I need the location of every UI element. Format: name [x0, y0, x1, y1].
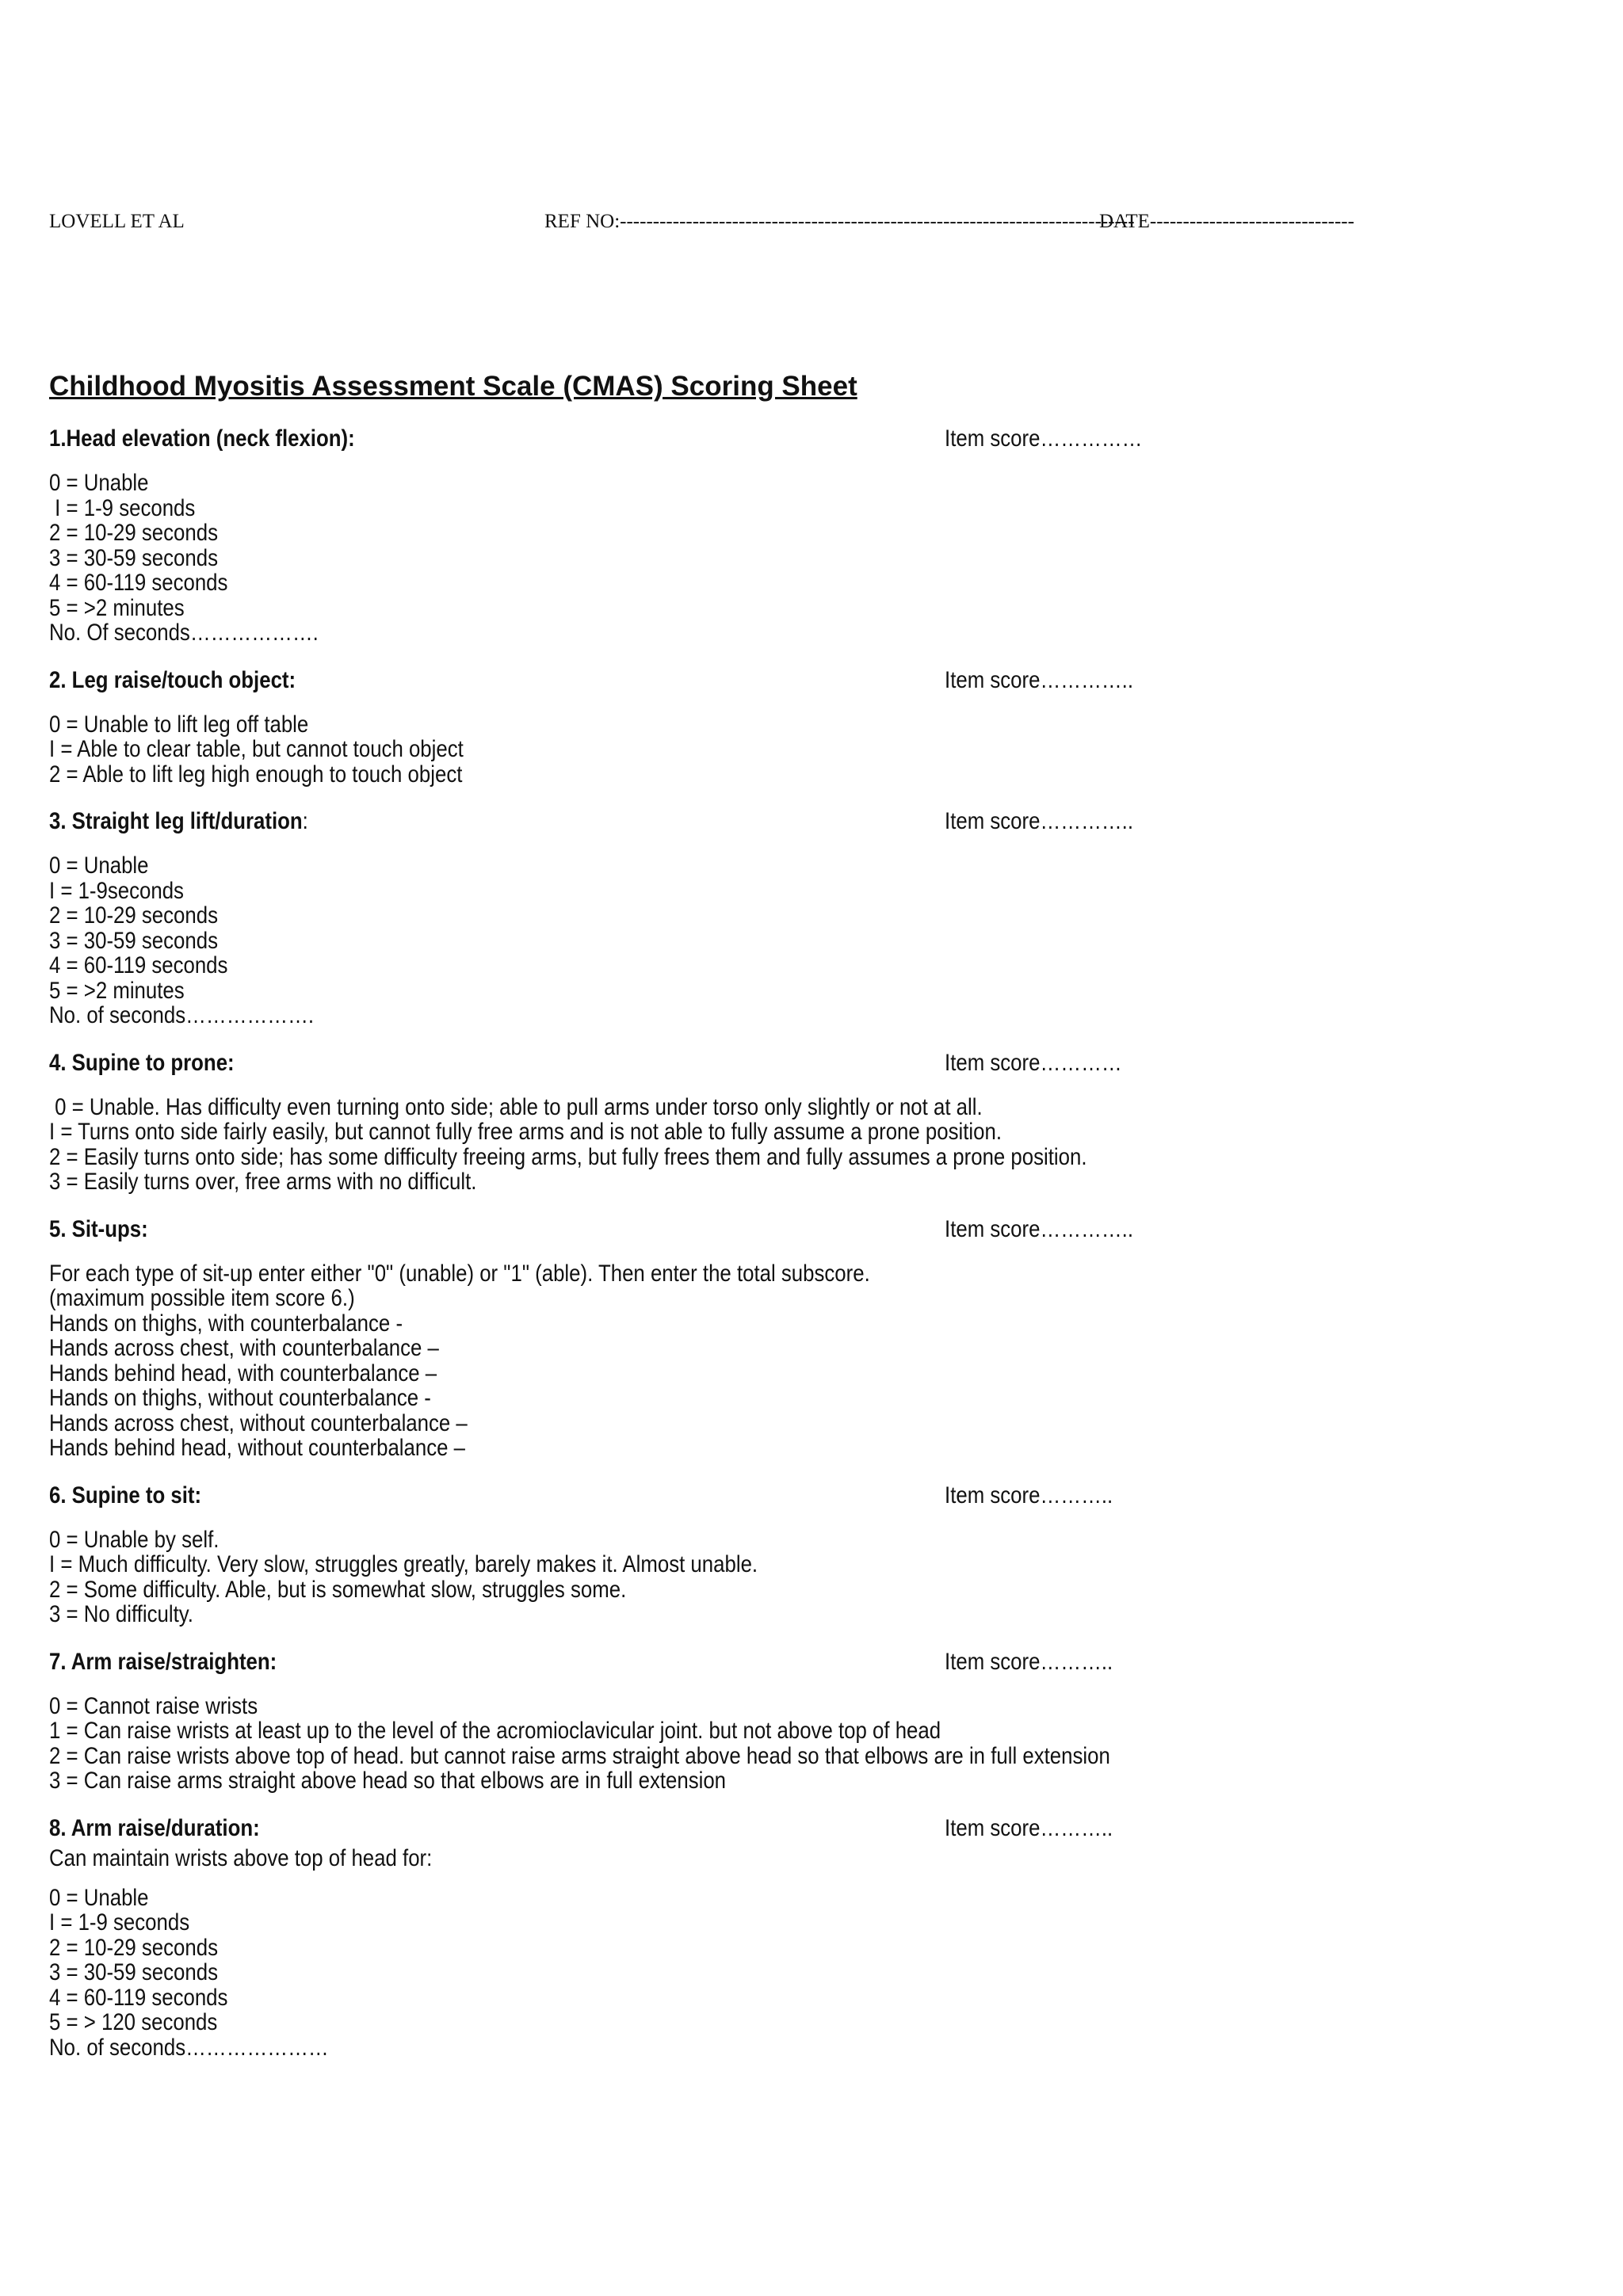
criteria-line: 3 = 30-59 seconds — [49, 544, 219, 571]
item-score-field: Item score………… — [945, 1049, 1122, 1076]
criteria-line: 5 = > 120 seconds — [49, 2009, 218, 2035]
score-criteria — [49, 471, 1357, 646]
item-heading — [49, 1212, 1174, 1247]
item-score-field: Item score………….. — [945, 808, 1134, 834]
assessment-item — [49, 1212, 1357, 1461]
criteria-line: 2 = Easily turns onto side; has some difficulty freeing arms, but fully frees them and fully assumes a prone position. — [49, 1143, 1087, 1170]
assessment-item — [49, 421, 1357, 646]
item-title: 8. Arm raise/duration: — [49, 1814, 260, 1841]
criteria-line: I = 1-9 seconds — [49, 1909, 190, 1936]
assessment-item — [49, 1046, 1357, 1195]
assessment-item — [49, 1478, 1357, 1627]
criteria-line: I = 1-9 seconds — [49, 494, 196, 521]
criteria-line: I = Turns onto side fairly easily, but cannot fully free arms and is not able to fully assume a prone position. — [49, 1119, 1002, 1145]
criteria-line: 0 = Unable. Has difficulty even turning onto side; able to pull arms under torso only slightly or not at all. — [49, 1093, 983, 1120]
criteria-line: 0 = Unable to lift leg off table — [49, 711, 309, 738]
criteria-line: (maximum possible item score 6.) — [49, 1285, 355, 1311]
item-heading — [49, 1645, 1174, 1680]
criteria-line: 0 = Unable — [49, 1884, 149, 1911]
item-heading — [49, 804, 1174, 839]
item-heading — [49, 1811, 1174, 1846]
header-ref-field: REF NO:------------------------------------------------------------------------------ — [544, 211, 1135, 232]
scoring-sheet — [49, 366, 1357, 2077]
assessment-item — [49, 1645, 1357, 1794]
criteria-line: Hands across chest, with counterbalance – — [49, 1335, 439, 1361]
item-score-field: Item score……….. — [945, 1648, 1113, 1675]
criteria-line: 3 = Can raise arms straight above head so that elbows are in full extension — [49, 1768, 727, 1794]
criteria-line: Hands behind head, without counterbalance – — [49, 1435, 465, 1461]
item-score-field: Item score……….. — [945, 1814, 1113, 1841]
score-criteria — [49, 1095, 1357, 1195]
item-score-field: Item score………….. — [945, 666, 1134, 693]
item-score-field: Item score…………… — [945, 425, 1143, 452]
criteria-line: I = Much difficulty. Very slow, struggles greatly, barely makes it. Almost unable. — [49, 1551, 758, 1577]
criteria-line: No. Of seconds………………. — [49, 620, 319, 646]
criteria-line: I = 1-9seconds — [49, 877, 184, 904]
criteria-line: 2 = Able to lift leg high enough to touch object — [49, 761, 463, 788]
criteria-line: 3 = No difficulty. — [49, 1601, 193, 1627]
page-header — [49, 211, 1396, 242]
item-title: 5. Sit-ups: — [49, 1215, 148, 1242]
criteria-line: 2 = 10-29 seconds — [49, 902, 219, 929]
item-score-field: Item score………….. — [945, 1215, 1134, 1242]
item-heading — [49, 421, 1174, 456]
criteria-line: 0 = Unable — [49, 470, 149, 496]
criteria-line: 5 = >2 minutes — [49, 594, 185, 621]
criteria-line: 4 = 60-119 seconds — [49, 952, 228, 978]
criteria-line: 1 = Can raise wrists at least up to the level of the acromioclavicular joint. but not above top of head — [49, 1718, 941, 1744]
assessment-item — [49, 1811, 1357, 2061]
criteria-line: 3 = Easily turns over, free arms with no difficult. — [49, 1169, 477, 1195]
document-title: Childhood Myositis Assessment Scale (CMAS) Scoring Sheet — [49, 371, 857, 402]
criteria-line: 0 = Cannot raise wrists — [49, 1692, 258, 1719]
item-list — [49, 421, 1357, 2060]
score-criteria — [49, 1694, 1357, 1794]
item-subtitle: Can maintain wrists above top of head for: — [49, 1844, 433, 1871]
item-title-suffix: : — [302, 808, 308, 834]
criteria-line: 4 = 60-119 seconds — [49, 1984, 228, 2011]
criteria-line: Hands behind head, with counterbalance – — [49, 1360, 437, 1386]
score-criteria — [49, 712, 1357, 788]
criteria-line: 3 = 30-59 seconds — [49, 1959, 219, 1985]
item-heading — [49, 1046, 1174, 1081]
criteria-line: Hands across chest, without counterbalance – — [49, 1409, 468, 1436]
item-title: 1.Head elevation (neck flexion): — [49, 425, 355, 452]
criteria-line: 2 = 10-29 seconds — [49, 1934, 219, 1961]
criteria-line: 3 = 30-59 seconds — [49, 927, 219, 954]
item-title: 3. Straight leg lift/duration — [49, 808, 303, 834]
assessment-item — [49, 804, 1357, 1028]
criteria-line: I = Able to clear table, but cannot touch object — [49, 736, 464, 762]
item-score-field: Item score……….. — [945, 1482, 1113, 1508]
header-date-field: DATE------------------------------- — [1099, 211, 1354, 232]
criteria-line: 0 = Unable by self. — [49, 1526, 220, 1553]
criteria-line: No. of seconds………………… — [49, 2034, 329, 2061]
criteria-line: 5 = >2 minutes — [49, 977, 185, 1004]
criteria-line: 0 = Unable — [49, 852, 149, 879]
criteria-line: 4 = 60-119 seconds — [49, 570, 228, 596]
item-title: 7. Arm raise/straighten: — [49, 1648, 277, 1675]
criteria-line: No. of seconds………………. — [49, 1002, 315, 1028]
item-heading — [49, 1478, 1174, 1513]
assessment-item — [49, 663, 1357, 788]
score-criteria — [49, 1261, 1357, 1461]
score-criteria — [49, 1886, 1357, 2061]
criteria-line: For each type of sit-up enter either "0" (unable) or "1" (able). Then enter the total subscore. — [49, 1260, 870, 1287]
criteria-line: 2 = 10-29 seconds — [49, 520, 219, 546]
score-criteria — [49, 853, 1357, 1028]
item-title: 2. Leg raise/touch object: — [49, 666, 296, 693]
criteria-line: Hands on thighs, without counterbalance - — [49, 1385, 431, 1411]
item-heading — [49, 663, 1174, 698]
criteria-line: Hands on thighs, with counterbalance - — [49, 1310, 403, 1337]
item-title: 4. Supine to prone: — [49, 1049, 235, 1076]
criteria-line: 2 = Some difficulty. Able, but is somewhat slow, struggles some. — [49, 1576, 627, 1603]
score-criteria — [49, 1527, 1357, 1627]
item-title: 6. Supine to sit: — [49, 1482, 202, 1508]
header-author: LOVELL ET AL — [49, 211, 185, 232]
criteria-line: 2 = Can raise wrists above top of head. but cannot raise arms straight above head so that elbows are in full extension — [49, 1742, 1110, 1769]
